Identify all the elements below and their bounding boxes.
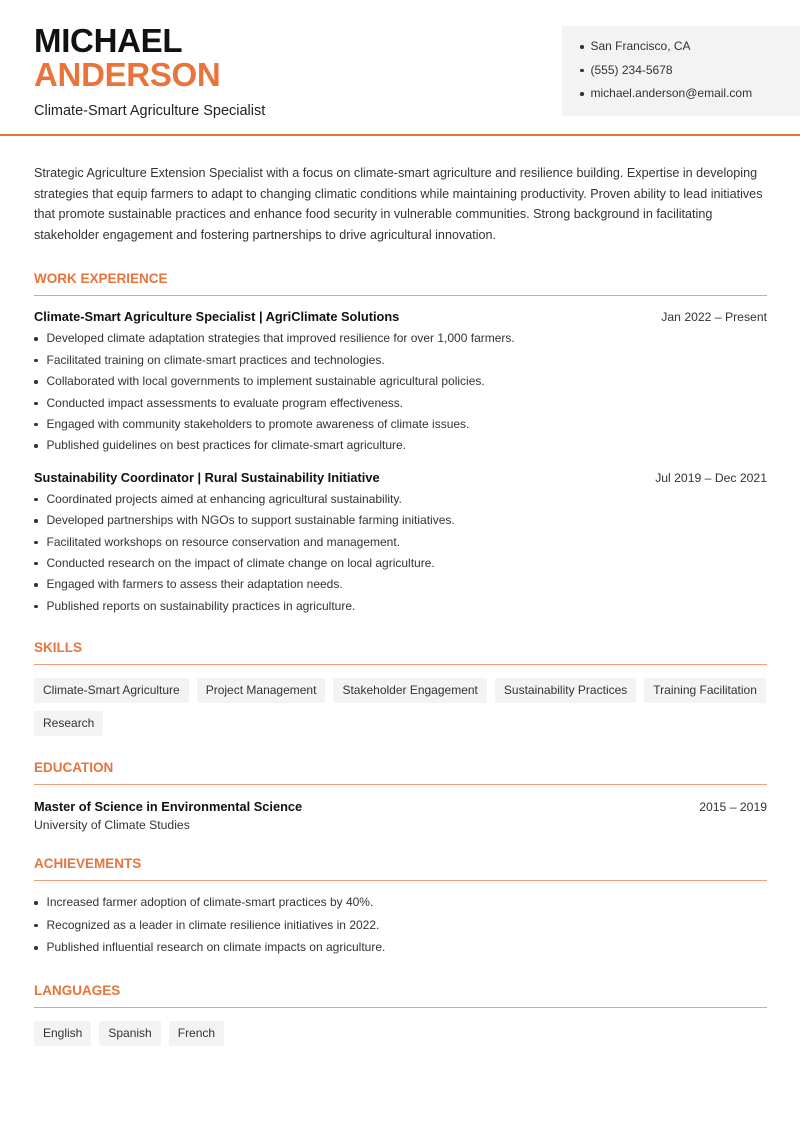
section-title-skills: SKILLS [34,640,767,665]
summary: Strategic Agriculture Extension Specialist with a focus on climate-smart agriculture and resilience building. Expertise in developing strategies that equip farmers to adapt to changing climatic conditions while maintaining productivity. Proven ability to lead initiatives that promote sustainable practices and enhance food security in vulnerable communities. Strong background in facilitating stakeholder engagement and fostering partnerships to drive agricultural innovation. [34,166,763,242]
bullet-icon [34,946,38,950]
job-title: Climate-Smart Agriculture Specialist [34,103,266,119]
skill-tag: Research [34,711,103,736]
skills-tags [34,678,767,736]
job-header [34,309,767,324]
job-dates: Jan 2022 – Present [661,310,767,325]
bullet-icon [34,380,38,384]
section-title-languages: LANGUAGES [34,983,767,1008]
bullet-icon [34,337,38,341]
contact-location [580,39,800,63]
list-item: Collaborated with local governments to implement sustainable agricultural policies. [34,374,767,395]
contact-email [580,86,800,110]
job-role: Sustainability Coordinator | Rural Sustainability Initiative [34,469,380,485]
skill-tag: Project Management [197,678,326,703]
bullet-icon [34,402,38,406]
bullet-icon [580,45,584,49]
contact-box [562,26,800,116]
bullet-icon [34,924,38,928]
language-tag: French [169,1021,224,1046]
bullet-icon [34,605,38,609]
name-block [34,24,265,119]
bullet-icon [34,519,38,523]
section-title-achievements: ACHIEVEMENTS [34,856,767,881]
list-item: Engaged with farmers to assess their adaptation needs. [34,577,767,598]
job-bullets [34,331,767,459]
job-entry [34,470,767,620]
list-item: Published guidelines on best practices for climate-smart agriculture. [34,438,767,459]
bullet-icon [580,69,584,73]
bullet-icon [34,423,38,427]
list-item: Recognized as a leader in climate resilience initiatives in 2022. [34,918,767,941]
job-entry [34,309,767,459]
bullet-icon [34,562,38,566]
bullet-icon [34,583,38,587]
list-item: Conducted impact assessments to evaluate program effectiveness. [34,396,767,417]
list-item: Published reports on sustainability practices in agriculture. [34,599,767,620]
resume-body [0,163,800,1046]
skill-tag: Climate-Smart Agriculture [34,678,189,703]
bullet-icon [34,498,38,502]
bullet-icon [34,444,38,448]
languages-tags [34,1021,767,1046]
email-text: michael.anderson@email.com [590,86,753,100]
contact-phone [580,63,800,87]
list-item: Facilitated workshops on resource conservation and management. [34,535,767,556]
achievements-list [34,895,767,963]
resume-header [0,0,800,136]
language-tag: Spanish [99,1021,160,1046]
first-name: MICHAEL [34,22,183,59]
job-dates: Jul 2019 – Dec 2021 [655,470,767,485]
job-bullets [34,492,767,620]
skill-tag: Sustainability Practices [495,678,636,703]
list-item: Conducted research on the impact of climate change on local agriculture. [34,556,767,577]
list-item: Coordinated projects aimed at enhancing agricultural sustainability. [34,492,767,513]
list-item: Engaged with community stakeholders to promote awareness of climate issues. [34,417,767,438]
list-item: Increased farmer adoption of climate-smart practices by 40%. [34,895,767,918]
bullet-icon [34,901,38,905]
job-role: Climate-Smart Agriculture Specialist | AgriClimate Solutions [34,309,400,325]
section-title-education: EDUCATION [34,760,767,785]
list-item: Developed partnerships with NGOs to support sustainable farming initiatives. [34,513,767,534]
phone-text: (555) 234-5678 [590,62,673,77]
list-item: Developed climate adaptation strategies that improved resilience for over 1,000 farmers. [34,331,767,352]
education-entry [34,799,767,832]
section-title-work-experience: WORK EXPERIENCE [34,271,767,296]
bullet-icon [580,92,584,96]
language-tag: English [34,1021,91,1046]
last-name: ANDERSON [34,56,221,93]
list-item: Published influential research on climate impacts on agriculture. [34,940,767,963]
education-header [34,799,767,814]
location-text: San Francisco, CA [590,39,691,53]
skill-tag: Stakeholder Engagement [333,678,486,703]
job-header [34,470,767,485]
skill-tag: Training Facilitation [644,678,766,703]
school: University of Climate Studies [34,818,190,833]
education-dates: 2015 – 2019 [699,800,767,815]
degree: Master of Science in Environmental Science [34,799,303,815]
bullet-icon [34,359,38,363]
list-item: Facilitated training on climate-smart practices and technologies. [34,353,767,374]
bullet-icon [34,541,38,545]
